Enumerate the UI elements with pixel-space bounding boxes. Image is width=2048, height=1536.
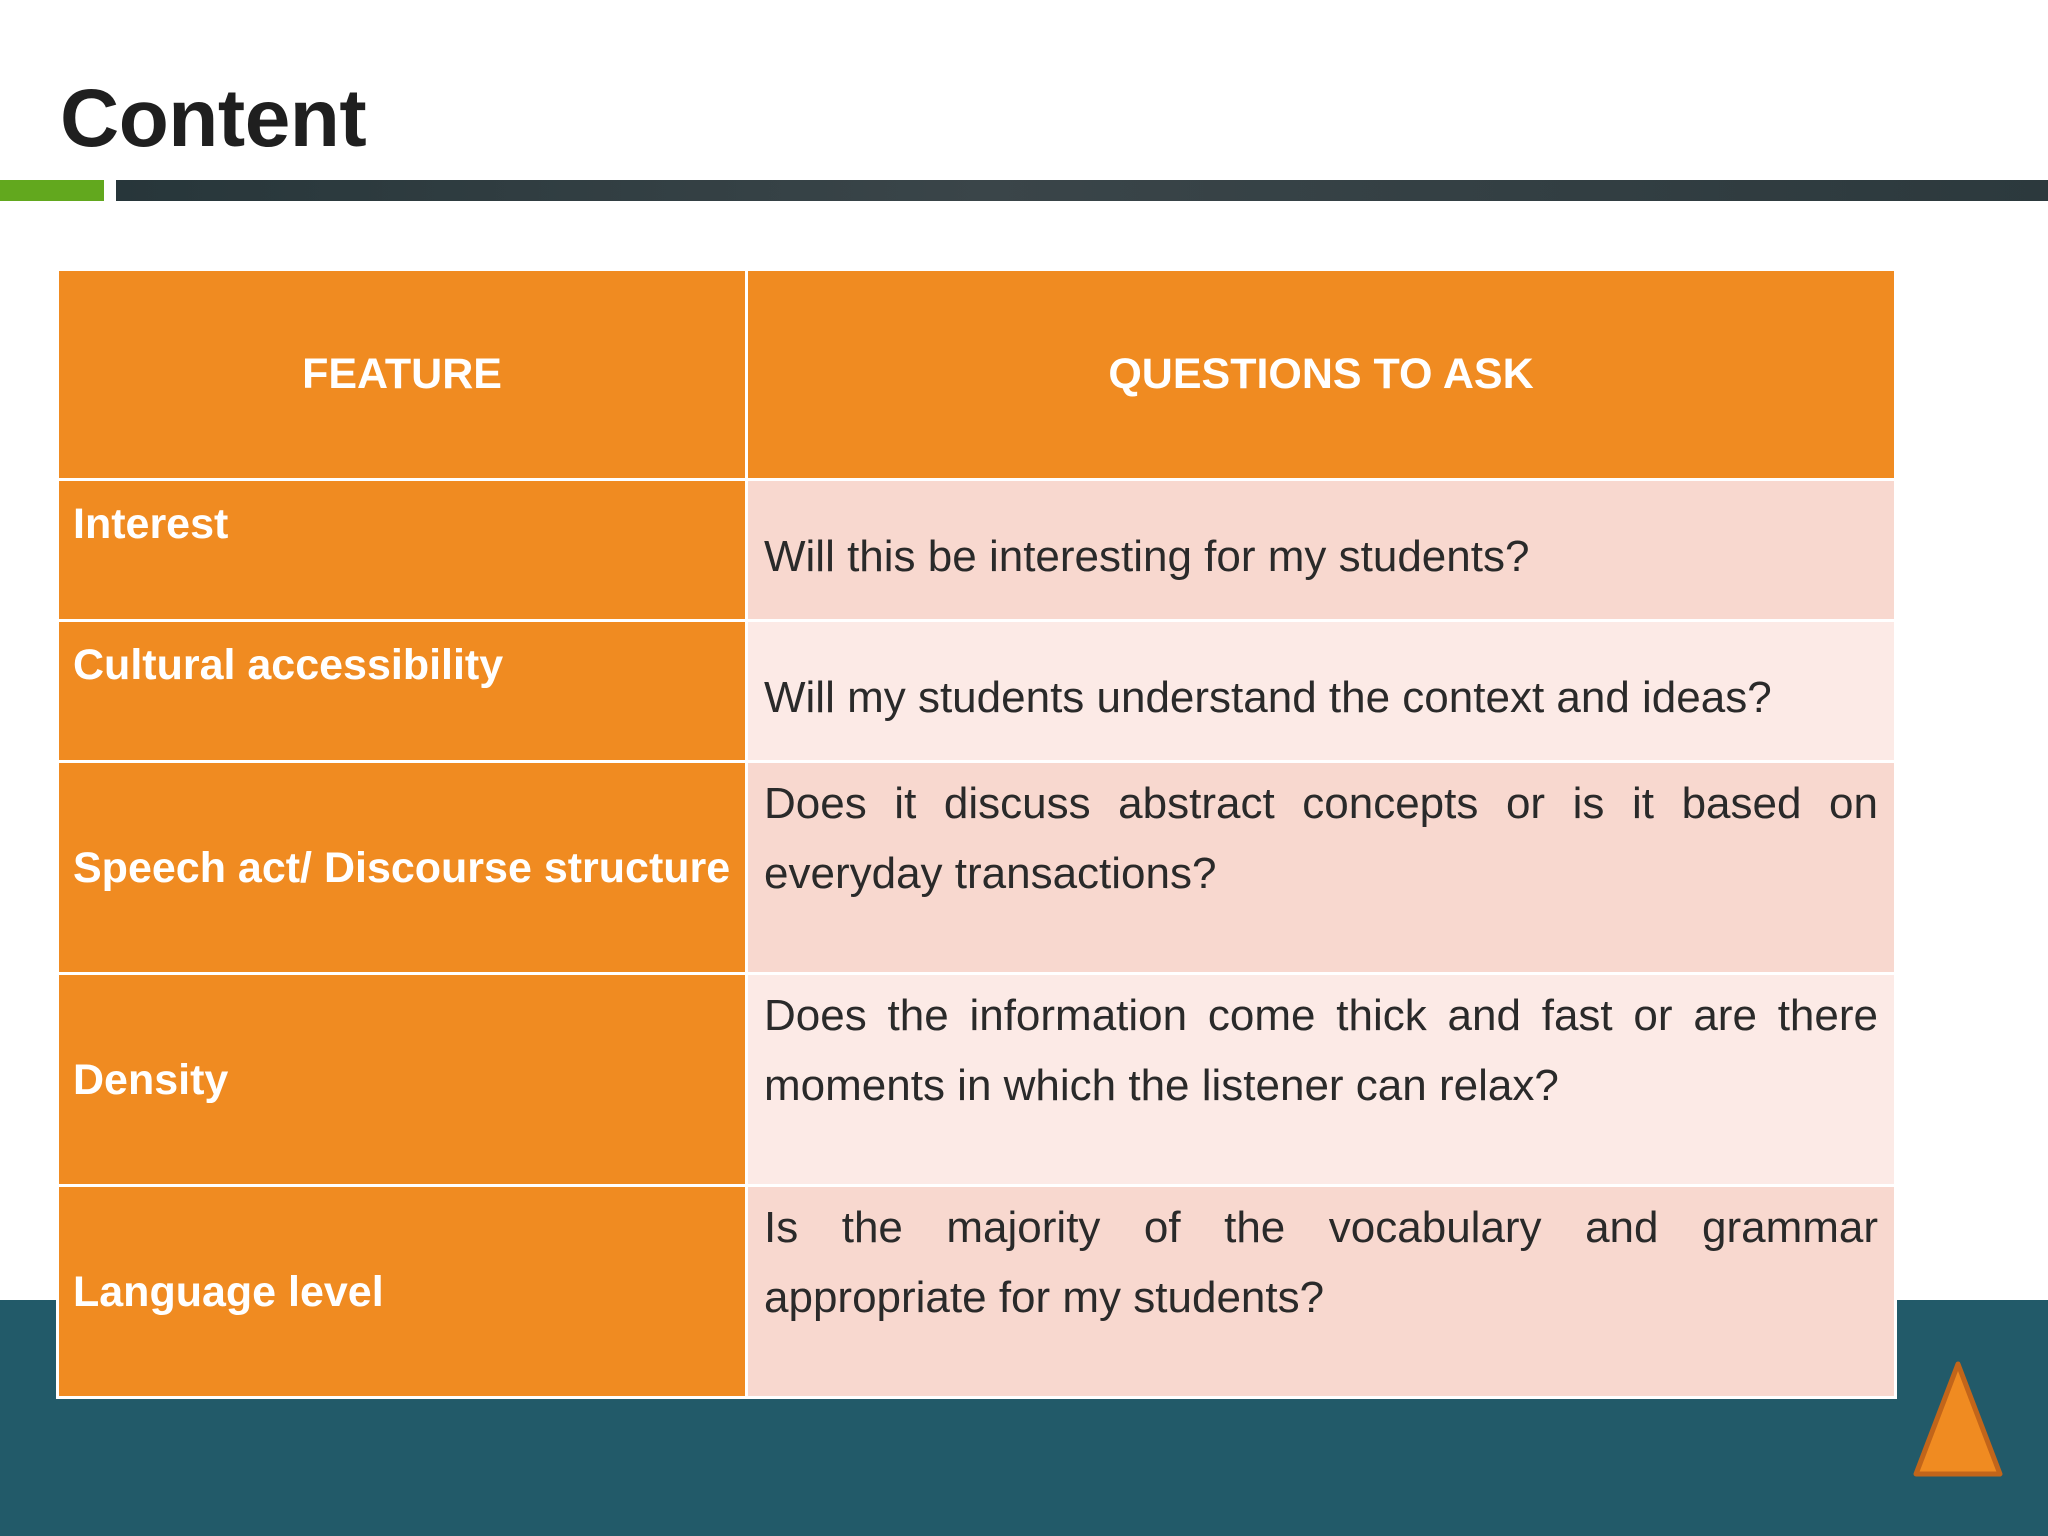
question-cell: Will my students understand the context and ideas? xyxy=(747,621,1896,762)
table-row xyxy=(58,480,1896,621)
question-cell: Does the information come thick and fast or are there moments in which the listener can relax? xyxy=(747,974,1896,1186)
title-accent-dark-bar xyxy=(116,180,2048,201)
table-header-row xyxy=(58,270,1896,480)
table-row xyxy=(58,974,1896,1186)
content-table xyxy=(56,268,1897,1399)
table-row xyxy=(58,762,1896,974)
slide-title: Content xyxy=(60,73,367,164)
title-accent-green-bar xyxy=(0,180,104,201)
question-cell: Will this be interesting for my students? xyxy=(747,480,1896,621)
feature-cell: Density xyxy=(58,974,747,1186)
header-feature: FEATURE xyxy=(58,270,747,480)
feature-cell: Interest xyxy=(58,480,747,621)
question-cell: Is the majority of the vocabulary and grammar appropriate for my students? xyxy=(747,1186,1896,1398)
triangle-up-icon[interactable] xyxy=(1910,1358,2006,1480)
feature-cell: Speech act/ Discourse structure xyxy=(58,762,747,974)
feature-cell: Language level xyxy=(58,1186,747,1398)
question-cell: Does it discuss abstract concepts or is it based on everyday transactions? xyxy=(747,762,1896,974)
table-row xyxy=(58,621,1896,762)
header-questions: QUESTIONS TO ASK xyxy=(747,270,1896,480)
table-row xyxy=(58,1186,1896,1398)
feature-cell: Cultural accessibility xyxy=(58,621,747,762)
